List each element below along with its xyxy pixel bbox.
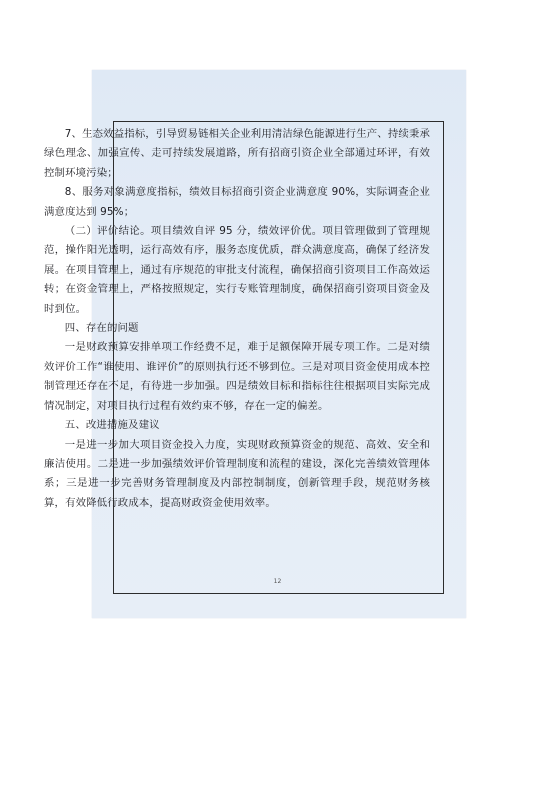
paragraph-improvements: 一是进一步加大项目资金投入力度，实现财政预算资金的规范、高效、安全和廉洁使用。二是进一步加强绩效评价管理制度和流程的建设，深化完善绩效管理体系；三是进一步完善财务管理制度及内部控制制度，创新管理手段，规范财务核算，有效降低行政成本，提高财政资金使用效率。 xyxy=(44,438,430,509)
section-heading-improvements: 五、改进措施及建议 xyxy=(64,419,160,432)
paragraph-ecological-benefit: 7、生态效益指标，引导贸易链相关企业利用清洁绿色能源进行生产、持续秉承绿色理念、加强宣传、走可持续发展道路，所有招商引资企业全部通过环评，有效控制环境污染； xyxy=(44,128,430,179)
document-body xyxy=(44,125,430,513)
section-heading-problems: 四、存在的问题 xyxy=(64,322,139,335)
page-number: 12 xyxy=(273,578,282,585)
paragraph-problems: 一是财政预算安排单项工作经费不足，难于足额保障开展专项工作。二是对绩效评价工作“谁使用、谁评价”的原则执行还不够到位。三是对项目资金使用成本控制管理还存在不足，有待进一步加强。四是绩效目标和指标往往根据项目实际完成情况制定，对项目执行过程有效约束不够，存在一定的偏差。 xyxy=(44,341,430,412)
paragraph-evaluation-conclusion: （二）评价结论。项目绩效自评 95 分，绩效评价优。项目管理做到了管理规范，操作阳光透明，运行高效有序，服务态度优质，群众满意度高，确保了经济发展。在项目管理上，通过有序规范的审批支付流程，确保招商引资项目工作高效运转；在资金管理上，严格按照规定，实行专账管理制度，确保招商引资项目资金及时到位。 xyxy=(44,225,430,315)
paragraph-satisfaction-indicator: 8、服务对象满意度指标，绩效目标招商引资企业满意度 90%，实际调查企业满意度达到 95%； xyxy=(44,186,430,218)
